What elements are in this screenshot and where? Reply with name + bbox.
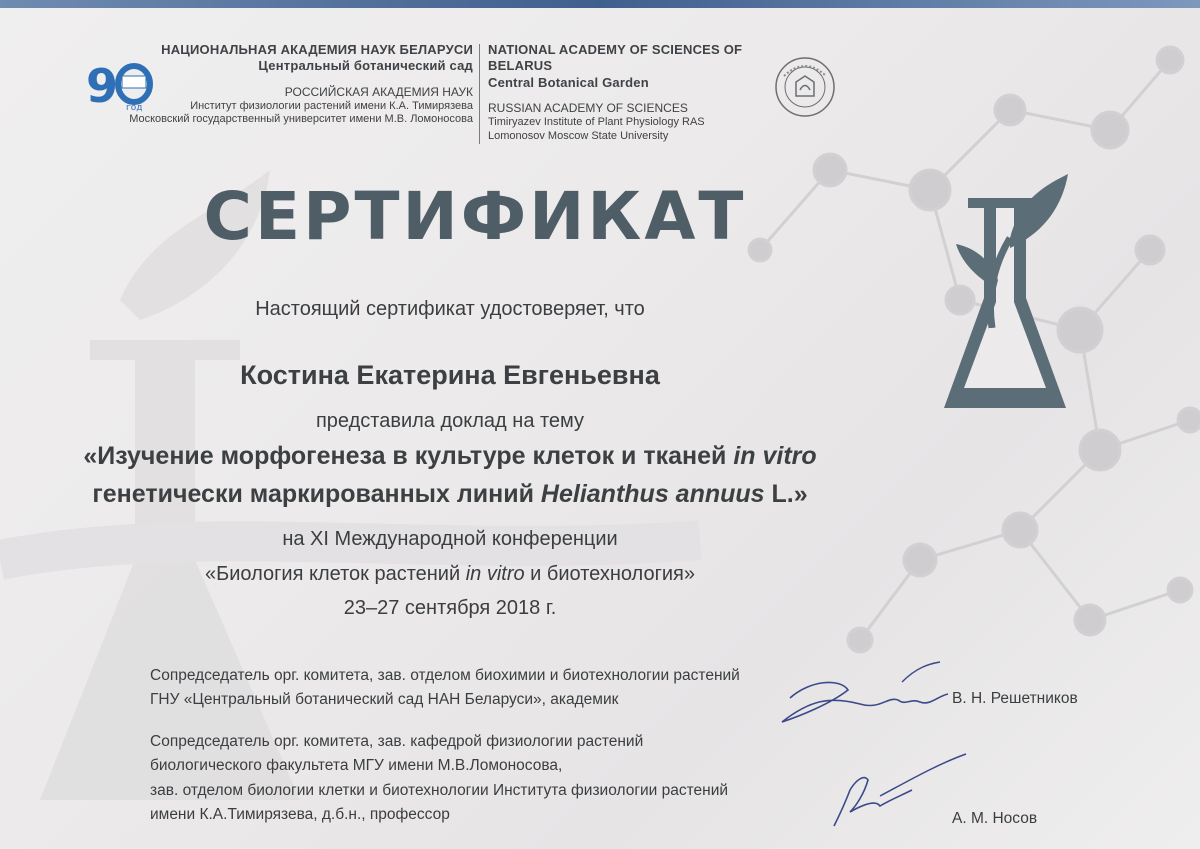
topic-line-2-italic: Helianthus annuus [540, 480, 765, 508]
botanical-garden-seal [774, 56, 836, 118]
topic-line-1-italic: in vitro [733, 442, 817, 470]
header-russian [30, 42, 473, 127]
header-en-institute: Timiryazev Institute of Plant Physiology RAS [488, 115, 705, 128]
topic-line-2 [40, 480, 860, 509]
recipient-name: Костина Екатерина Евгеньевна [240, 360, 660, 390]
signatory-2-name: А. М. Носов [952, 810, 1038, 827]
signature-2-scrawl [820, 750, 970, 830]
signatory-1-name: В. Н. Решетников [952, 690, 1078, 707]
header-en-ras: RUSSIAN ACADEMY OF SCIENCES [488, 100, 688, 115]
topic-line-2-end: L.» [764, 480, 808, 508]
signatory-2-line-4: имени К.А.Тимирязева, д.б.н., профессор [150, 806, 450, 824]
topic-line-2-text: генетически маркированных линий [92, 480, 541, 508]
header-ru-university: Московский государственный университет имени М.В. Ломоносова [129, 113, 473, 126]
header-ru-garden: Центральный ботанический сад [258, 58, 473, 74]
header-divider [479, 44, 480, 144]
header-ru-institute: Институт физиологии растений имени К.А. Тимирязева [190, 99, 473, 112]
signatory-2-title [150, 730, 728, 828]
conference-name-text: «Биология клеток растений [205, 563, 466, 585]
header-ru-ras: РОССИЙСКАЯ АКАДЕМИЯ НАУК [284, 84, 473, 99]
signatory-1-line-1: Сопредседатель орг. комитета, зав. отделом биохимии и биотехнологии растений [150, 667, 740, 684]
svg-text:9: 9 [86, 59, 119, 112]
header-ru-academy: НАЦИОНАЛЬНАЯ АКАДЕМИЯ НАУК БЕЛАРУСИ [161, 42, 473, 57]
topic-line-1-text: «Изучение морфогенеза в культуре клеток и тканей [83, 442, 734, 470]
conference-text: на XI Международной конференции [282, 528, 618, 550]
signatory-2-line-1: Сопредседатель орг. комитета, зав. кафедрой физиологии растений [150, 733, 644, 750]
conference-name-italic: in vitro [465, 563, 525, 585]
signature-1-scrawl [770, 660, 960, 730]
signatory-1-line-2: ГНУ «Центральный ботанический сад НАН Беларуси», академик [150, 691, 619, 709]
header-en-garden: Central Botanical Garden [488, 74, 649, 90]
header-english [488, 42, 808, 143]
conference-dates: 23–27 сентября 2018 г. [343, 597, 557, 619]
signatory-1-title [150, 664, 740, 713]
header-en-university: Lomonosov Moscow State University [488, 129, 669, 142]
conference-name [40, 563, 860, 586]
conference-name-end: и биотехнология» [524, 563, 695, 585]
presented-text: представила доклад на тему [315, 410, 585, 432]
signatory-2-line-2: биологического факультета МГУ имени М.В.Ломоносова, [150, 757, 563, 775]
header-en-academy: NATIONAL ACADEMY OF SCIENCES OF BELARUS [488, 42, 743, 74]
svg-text:год: год [126, 103, 143, 112]
flask-leaf-emblem [940, 168, 1070, 420]
certificate-title: СЕРТИФИКАТ [203, 178, 747, 255]
signatory-2-line-3: зав. отделом биологии клетки и биотехнологии Института физиологии растений [150, 781, 729, 799]
intro-text: Настоящий сертификат удостоверяет, что [255, 298, 645, 320]
topic-line-1 [40, 442, 860, 471]
